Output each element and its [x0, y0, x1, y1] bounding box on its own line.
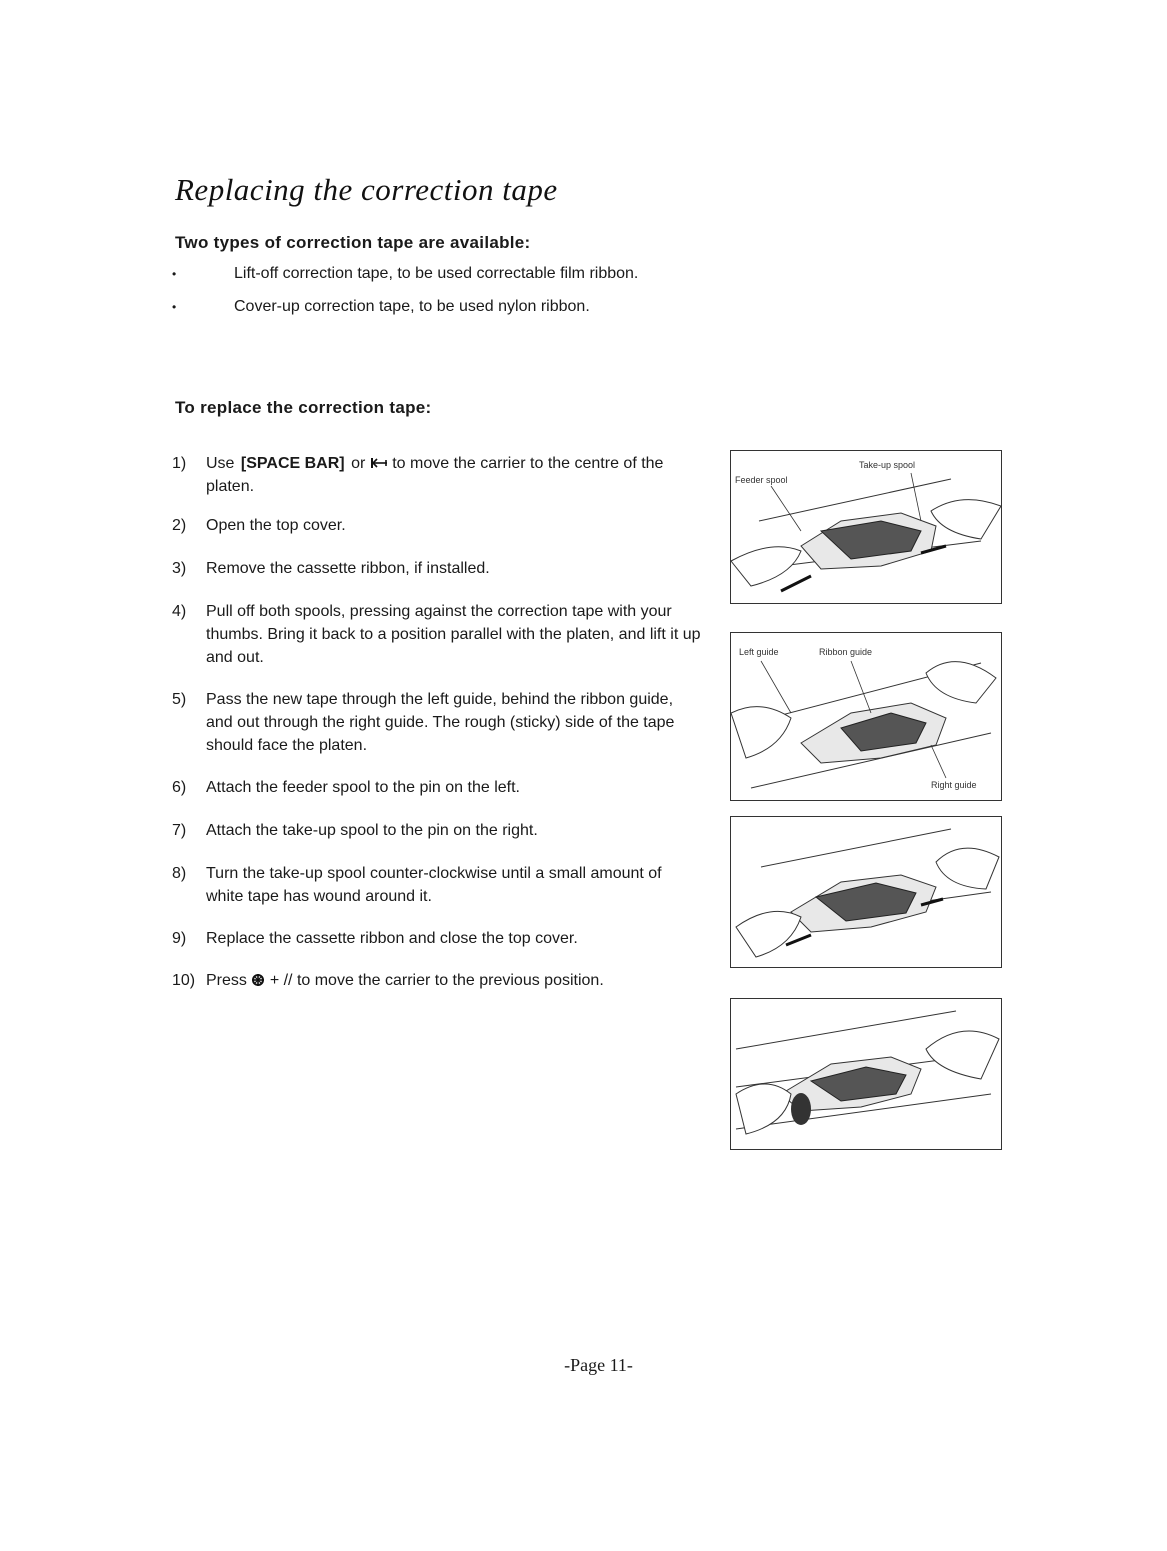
attach-spools-illustration — [731, 817, 1001, 967]
intro-heading: Two types of correction tape are available: — [175, 233, 531, 252]
figure-wind-tape — [730, 998, 1002, 1150]
page-number: -Page 11- — [564, 1355, 633, 1375]
section-heading: To replace the correction tape: — [175, 398, 432, 417]
space-bar-key: [SPACE BAR] — [240, 455, 345, 472]
left-guide-label: Left guide — [739, 647, 779, 657]
step-5: 5) Pass the new tape through the left guide, behind the ribbon guide, and out through the right guide. The rough (sticky) side of the tape should face the platen. — [172, 691, 675, 754]
feeder-spool-label: Feeder spool — [735, 475, 788, 485]
figure-guides — [730, 632, 1002, 801]
step-1: 1) Use [SPACE BAR] or to move the carrier to the centre of the platen. — [172, 452, 702, 498]
step-6: 6) Attach the feeder spool to the pin on the left. — [172, 779, 520, 796]
step-2: 2) Open the top cover. — [172, 517, 346, 534]
list-item: • Lift-off correction tape, to be used correctable film ribbon. — [172, 262, 732, 286]
spools-illustration — [731, 451, 1001, 603]
step-9: 9) Replace the cassette ribbon and close the top cover. — [172, 930, 578, 947]
take-up-spool-label: Take-up spool — [859, 460, 916, 470]
guides-illustration — [731, 633, 1001, 800]
list-item: • Cover-up correction tape, to be used nylon ribbon. — [172, 295, 732, 319]
bullet-icon: • — [172, 267, 177, 281]
step-3: 3) Remove the cassette ribbon, if installed. — [172, 560, 490, 577]
backspace-icon — [370, 457, 388, 469]
step-10: 10) Press + // to move the carrier to the previous position. — [172, 972, 604, 989]
ribbon-guide-label: Ribbon guide — [819, 647, 873, 657]
step-4: 4) Pull off both spools, pressing against the correction tape with your thumbs. Bring it back to a position parallel with the platen, and lift it up and out. — [172, 603, 701, 666]
code-key-icon — [251, 973, 265, 987]
figure-spools — [730, 450, 1002, 604]
page-title: Replacing the correction tape — [175, 172, 558, 207]
steps-list — [172, 452, 702, 992]
step-8: 8) Turn the take-up spool counter-clockwise until a small amount of white tape has wound around it. — [172, 865, 662, 905]
tape-types-list — [172, 262, 732, 328]
right-guide-label: Right guide — [931, 780, 977, 790]
bullet-icon: • — [172, 300, 177, 314]
figure-attach-spools — [730, 816, 1002, 968]
step-7: 7) Attach the take-up spool to the pin on the right. — [172, 822, 538, 839]
wind-tape-illustration — [731, 999, 1001, 1149]
